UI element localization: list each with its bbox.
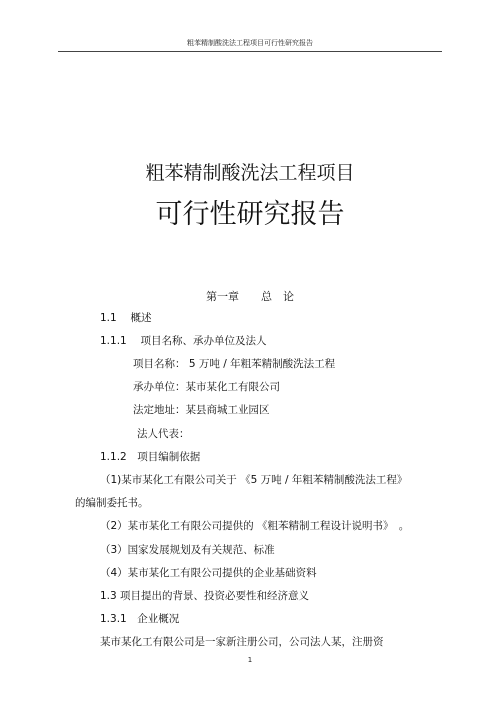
basis-item-1-continuation: 的编制委托书。 <box>75 497 149 509</box>
basis-item-2: （2）某市某化工有限公司提供的 《粗苯精制工程设计说明书》 。 <box>100 520 410 532</box>
document-title-line2: 可行性研究报告 <box>155 199 345 230</box>
page-number: 1 <box>247 656 253 664</box>
section-heading-1-3-1: 1.3.1 企业概况 <box>100 613 180 625</box>
company-intro-paragraph: 某市某化工有限公司是一家新注册公司，公司法人某，注册资 <box>100 636 384 648</box>
sponsor-line: 承办单位：某市某化工有限公司 <box>133 381 280 393</box>
section-heading-1-1: 1.1 概述 <box>100 312 152 324</box>
address-line: 法定地址：某县商城工业园区 <box>133 404 270 416</box>
document-title-line1: 粗苯精制酸洗法工程项目 <box>145 162 355 184</box>
basis-item-4: （4）某市某化工有限公司提供的企业基础资料 <box>100 567 317 579</box>
project-name-line: 项目名称： 5 万吨 / 年粗苯精制酸洗法工程 <box>133 358 336 370</box>
section-heading-1-1-2: 1.1.2 项目编制依据 <box>100 451 201 463</box>
basis-item-3: （3）国家发展规划及有关规范、标准 <box>100 544 275 556</box>
section-heading-1-3: 1.3 项目提出的背景、投资必要性和经济意义 <box>100 590 310 602</box>
basis-item-1: （1)某市某化工有限公司关于 《5 万吨 / 年粗苯精制酸洗法工程》 <box>100 474 408 486</box>
chapter-heading: 第一章 总 论 <box>206 290 294 303</box>
running-header: 粗苯精制酸洗法工程项目可行性研究报告 <box>187 39 313 47</box>
header-divider <box>58 51 442 52</box>
section-heading-1-1-1: 1.1.1 项目名称、承办单位及法人 <box>100 335 267 347</box>
legal-rep-line: 法人代表： <box>137 428 190 440</box>
